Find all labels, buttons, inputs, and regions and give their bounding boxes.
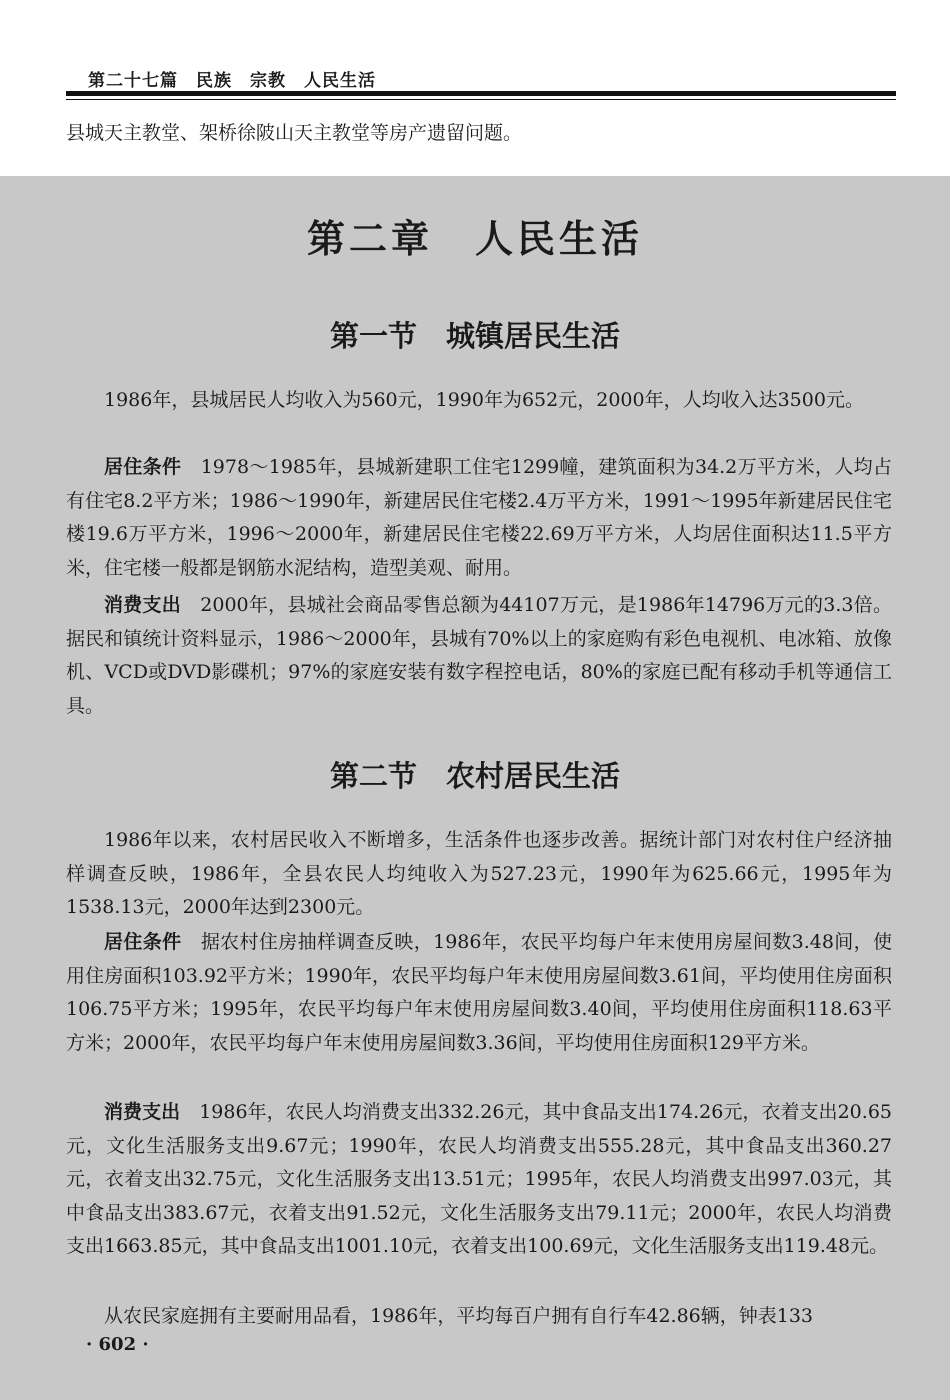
paragraph xyxy=(66,384,892,418)
paragraph-text: 2000年，县城社会商品零售总额为44107万元，是1986年14796万元的3.3倍。据民和镇统计资料显示，1986～2000年，县城有70%以上的家庭购有彩色电视机、电冰箱、放像机、VCD或DVD影碟机；97%的家庭安装有数字程控电话，80%的家庭已配有移动手机等通信工具。 xyxy=(66,594,892,717)
paragraph-lead: 消费支出 xyxy=(104,594,182,616)
paragraph xyxy=(66,926,892,1060)
paragraph-text: 1986年，县城居民人均收入为560元，1990年为652元，2000年，人均收入达3500元。 xyxy=(104,389,864,411)
paragraph-text: 从农民家庭拥有主要耐用品看，1986年，平均每百户拥有自行车42.86辆，钟表133 xyxy=(104,1305,814,1327)
paragraph xyxy=(66,824,892,925)
page-number: · 602 · xyxy=(86,1334,149,1355)
paragraph xyxy=(66,1300,892,1334)
paragraph xyxy=(66,1096,892,1264)
chapter-title: 第二章 人民生活 xyxy=(306,217,643,261)
paragraph xyxy=(66,589,892,723)
section-title-rural: 第二节 农村居民生活 xyxy=(329,759,620,793)
running-head: 第二十七篇 民族 宗教 人民生活 xyxy=(88,71,376,91)
paragraph-lead: 居住条件 xyxy=(104,931,182,953)
header-rule-thick xyxy=(66,91,896,96)
paragraph xyxy=(66,451,892,585)
paragraph-text: 1986年以来，农村居民收入不断增多，生活条件也逐步改善。据统计部门对农村住户经济抽样调查反映，1986年，全县农民人均纯收入为527.23元，1990年为625.66元，1995年为1538.13元，2000年达到2300元。 xyxy=(66,829,892,918)
section-title-urban: 第一节 城镇居民生活 xyxy=(329,319,620,353)
header-rule-thin xyxy=(66,99,896,100)
paragraph-text: 据农村住房抽样调查反映，1986年，农民平均每户年末使用房屋间数3.48间，使用住房面积103.92平方米；1990年，农民平均每户年末使用房屋间数3.61间，平均使用住房面积106.75平方米；1995年，农民平均每户年末使用房屋间数3.40间，平均使用住房面积118.63平方米；2000年，农民平均每户年末使用房屋间数3.36间，平均使用住房面积129平方米。 xyxy=(66,931,892,1054)
paragraph-lead: 消费支出 xyxy=(104,1101,181,1123)
paragraph-text: 1978～1985年，县城新建职工住宅1299幢，建筑面积为34.2万平方米，人均占有住宅8.2平方米；1986～1990年，新建居民住宅楼2.4万平方米，1991～1995年新建居民住宅楼19.6万平方米，1996～2000年，新建居民住宅楼22.69万平方米，人均居住面积达11.5平方米，住宅楼一般都是钢筋水泥结构，造型美观、耐用。 xyxy=(66,456,892,579)
carry-over-text: 县城天主教堂、架桥徐陂山天主教堂等房产遗留问题。 xyxy=(66,122,523,144)
paragraph-lead: 居住条件 xyxy=(104,456,182,478)
paragraph-text: 1986年，农民人均消费支出332.26元，其中食品支出174.26元，衣着支出20.65元，文化生活服务支出9.67元；1990年，农民人均消费支出555.28元，其中食品支出360.27元，衣着支出32.75元，文化生活服务支出13.51元；1995年，农民人均消费支出997.03元，其中食品支出383.67元，衣着支出91.52元，文化生活服务支出79.11元；2000年，农民人均消费支出1663.85元，其中食品支出1001.10元，衣着支出100.69元，文化生活服务支出119.48元。 xyxy=(66,1101,892,1257)
